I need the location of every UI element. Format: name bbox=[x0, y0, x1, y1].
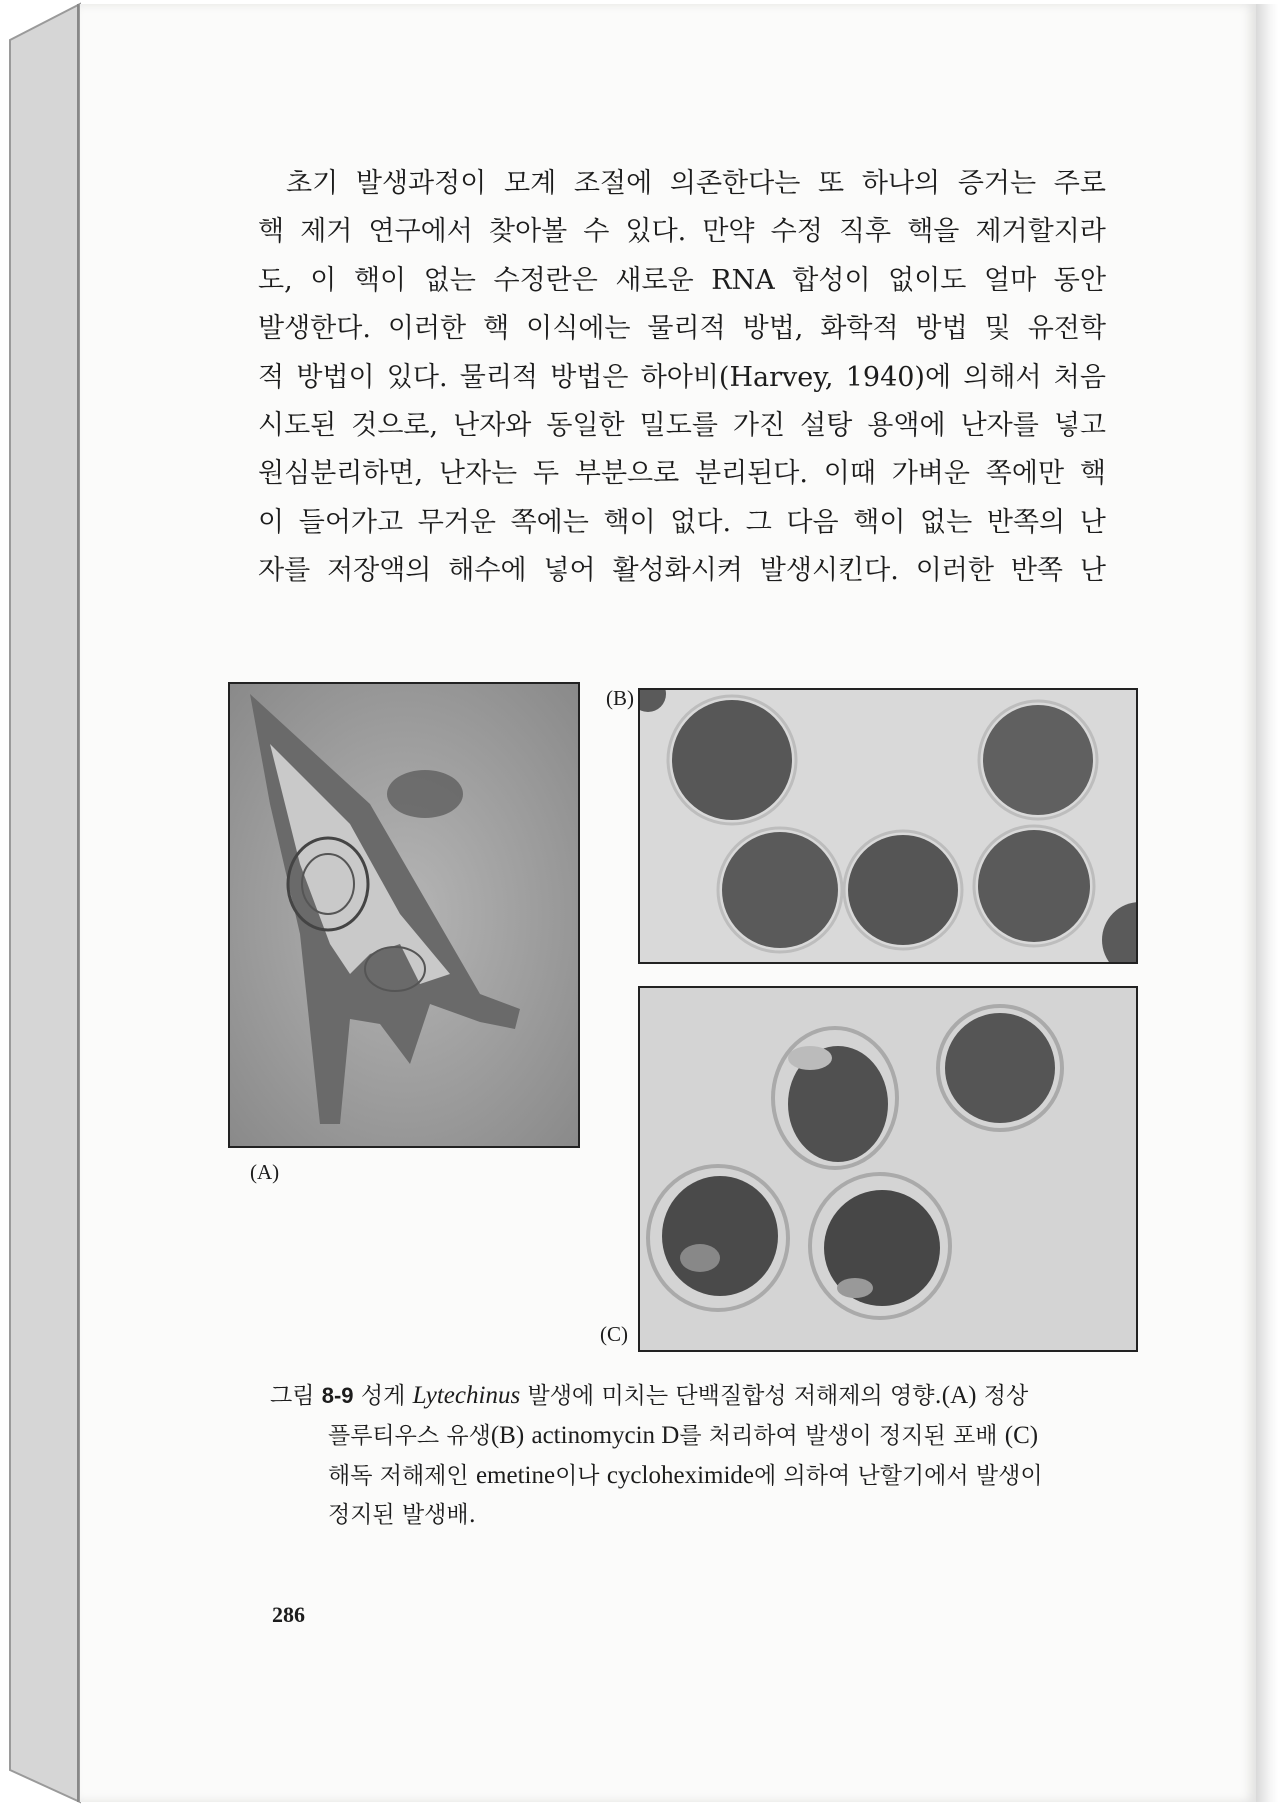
body-word: 수 bbox=[583, 216, 610, 248]
body-word: 발생과정이 bbox=[355, 168, 487, 199]
body-word: 해수에 bbox=[448, 555, 527, 587]
body-word: 도, bbox=[258, 264, 293, 296]
body-line bbox=[258, 208, 1106, 256]
page-number: 286 bbox=[272, 1602, 305, 1627]
body-word: 난자는 bbox=[438, 458, 518, 490]
body-word: 반쪽 bbox=[1010, 555, 1063, 587]
body-word: 물리적 bbox=[647, 313, 726, 345]
body-word: 만약 bbox=[702, 216, 755, 248]
body-word: 그 bbox=[745, 506, 772, 538]
body-word: 초기 bbox=[286, 168, 339, 199]
body-word: 방법은 bbox=[550, 361, 629, 393]
body-word: 이러한 bbox=[387, 313, 467, 345]
body-line bbox=[258, 499, 1106, 547]
caption-text: 를 처리하여 발생이 정지된 포배 bbox=[679, 1423, 998, 1449]
body-word: 핵이 bbox=[853, 506, 906, 538]
body-word: 원심분리하면, bbox=[258, 458, 424, 490]
body-word: 방법, bbox=[742, 313, 804, 345]
body-word: 적 bbox=[258, 361, 285, 393]
caption-text: 이나 bbox=[555, 1463, 600, 1489]
body-word: 이때 bbox=[823, 458, 876, 490]
body-word: 발생시킨다. bbox=[759, 555, 899, 587]
body-word: 발생한다. bbox=[258, 313, 371, 345]
body-word: 이러한 bbox=[915, 555, 994, 587]
caption-text: (C) bbox=[1004, 1422, 1039, 1449]
body-word: 동일한 bbox=[546, 409, 625, 441]
caption-text: (B) bbox=[490, 1422, 525, 1449]
body-line bbox=[258, 257, 1106, 305]
body-word: 없이도 bbox=[888, 264, 967, 296]
caption-text: 해독 저해제인 bbox=[328, 1463, 469, 1489]
body-line bbox=[258, 547, 1106, 595]
body-word: 난자와 bbox=[453, 409, 532, 441]
book-spine bbox=[0, 0, 90, 1806]
body-line bbox=[258, 354, 1106, 402]
body-word: 동안 bbox=[1053, 264, 1106, 296]
body-word: 새로운 bbox=[615, 264, 694, 296]
caption-line-4: 정지된 발생배. bbox=[328, 1502, 476, 1528]
body-word: 이식에는 bbox=[526, 313, 631, 345]
body-word: 다음 bbox=[786, 506, 839, 538]
body-word: 밀도를 bbox=[639, 409, 718, 441]
body-word: 핵이 bbox=[603, 506, 656, 538]
body-word: 얼마 bbox=[983, 264, 1037, 296]
body-word: 넣어 bbox=[543, 555, 596, 587]
body-word: 제거 bbox=[300, 216, 353, 248]
caption-text: 정상 bbox=[983, 1383, 1029, 1409]
body-word: 의존한다는 bbox=[669, 168, 801, 199]
caption-line-1 bbox=[270, 1376, 1130, 1416]
body-word: 핵 bbox=[483, 313, 510, 345]
body-word: 무거운 bbox=[417, 506, 496, 538]
caption-species: Lytechinus bbox=[412, 1382, 521, 1409]
page-edge bbox=[1256, 4, 1278, 1802]
caption-text: 성게 bbox=[360, 1383, 406, 1409]
caption-figure-number: 8-9 bbox=[321, 1383, 354, 1408]
body-word: 방법이 bbox=[296, 361, 375, 393]
body-word: 부분으로 bbox=[574, 458, 680, 490]
body-word: 없는 bbox=[423, 264, 476, 296]
body-word: 및 bbox=[984, 313, 1011, 345]
body-line bbox=[258, 160, 1106, 208]
body-word: 난 bbox=[1079, 506, 1106, 538]
body-word: 또 bbox=[818, 168, 845, 199]
body-word: 하나의 bbox=[861, 168, 941, 199]
figure-a-photo bbox=[228, 682, 580, 1148]
body-word: 용액에 bbox=[867, 409, 946, 441]
body-word: 연구에서 bbox=[368, 216, 473, 248]
body-word: 의해서 bbox=[963, 361, 1042, 393]
body-word: 이 bbox=[310, 264, 337, 296]
body-line bbox=[258, 305, 1106, 353]
body-word: 처음 bbox=[1053, 361, 1106, 393]
figure-caption bbox=[270, 1376, 1130, 1535]
body-word: 수정란은 bbox=[493, 264, 598, 296]
body-word: 찾아볼 bbox=[488, 216, 568, 248]
body-word: 주로 bbox=[1053, 168, 1106, 199]
body-word: 증거는 bbox=[957, 168, 1037, 199]
figure-b-label: (B) bbox=[606, 686, 634, 710]
body-word: 활성화시켜 bbox=[612, 555, 743, 587]
body-word: 1940)에 bbox=[845, 361, 952, 393]
body-word: 자를 bbox=[258, 555, 311, 587]
body-word: 핵 bbox=[1079, 458, 1106, 490]
caption-text: 플루티우스 유생 bbox=[328, 1423, 491, 1449]
body-word: 난자를 bbox=[960, 409, 1039, 441]
body-word: 없는 bbox=[920, 506, 973, 538]
body-word: 설탕 bbox=[800, 409, 853, 441]
body-word: 합성이 bbox=[792, 264, 871, 296]
figure-c-photo bbox=[638, 986, 1138, 1352]
body-word: 분리된다. bbox=[695, 458, 808, 490]
caption-line-2 bbox=[270, 1416, 1130, 1456]
body-word: 수정 bbox=[770, 216, 823, 248]
body-line bbox=[258, 402, 1106, 450]
body-word: 반쪽의 bbox=[986, 506, 1066, 538]
body-word: 쪽에만 bbox=[985, 458, 1065, 490]
body-word: 모계 bbox=[504, 168, 557, 199]
body-word: 핵이 bbox=[353, 264, 407, 296]
body-word: 없다. bbox=[670, 506, 732, 538]
body-line bbox=[258, 450, 1106, 498]
body-word: 핵 bbox=[258, 216, 285, 248]
body-word: 들어가고 bbox=[298, 506, 404, 538]
caption-prefix: 그림 bbox=[270, 1383, 315, 1409]
figure-a-label: (A) bbox=[250, 1160, 280, 1184]
body-word: 핵을 bbox=[907, 216, 960, 248]
body-word: RNA bbox=[711, 264, 775, 296]
body-word: 가진 bbox=[732, 409, 786, 441]
figure-b-photo bbox=[638, 688, 1138, 964]
body-word: 넣고 bbox=[1053, 409, 1106, 441]
body-word: 방법 bbox=[915, 313, 968, 345]
body-word: 쪽에는 bbox=[510, 506, 589, 538]
body-word: 난 bbox=[1079, 555, 1106, 587]
caption-text: actinomycin D bbox=[531, 1422, 680, 1449]
body-word: 조절에 bbox=[573, 168, 653, 199]
body-word: 유전학 bbox=[1027, 313, 1106, 345]
body-word: 것으로, bbox=[351, 409, 439, 441]
body-word: 저장액의 bbox=[327, 555, 432, 587]
body-word: 직후 bbox=[838, 216, 892, 248]
body-word: 이 bbox=[258, 506, 285, 538]
caption-text: emetine bbox=[475, 1462, 556, 1489]
caption-text: 에 의하여 난할기에서 발생이 bbox=[754, 1463, 1043, 1489]
body-word: 있다. bbox=[625, 216, 687, 248]
body-word: 제거할지라 bbox=[975, 216, 1106, 248]
body-word: 가벼운 bbox=[891, 458, 970, 490]
body-word: 두 bbox=[532, 458, 560, 490]
body-word: 시도된 bbox=[258, 409, 337, 441]
body-word: 물리적 bbox=[459, 361, 538, 393]
body-word: 화학적 bbox=[820, 313, 899, 345]
caption-text: cycloheximide bbox=[606, 1462, 754, 1489]
figure-c-label: (C) bbox=[600, 1322, 628, 1346]
caption-line-3 bbox=[270, 1456, 1130, 1496]
caption-text: (A) bbox=[941, 1382, 977, 1409]
body-paragraph bbox=[258, 160, 1106, 596]
body-word: 있다. bbox=[386, 361, 448, 393]
caption-text: 발생에 미치는 단백질합성 저해제의 영향. bbox=[527, 1383, 942, 1409]
body-word: 하아비(Harvey, bbox=[640, 361, 834, 393]
